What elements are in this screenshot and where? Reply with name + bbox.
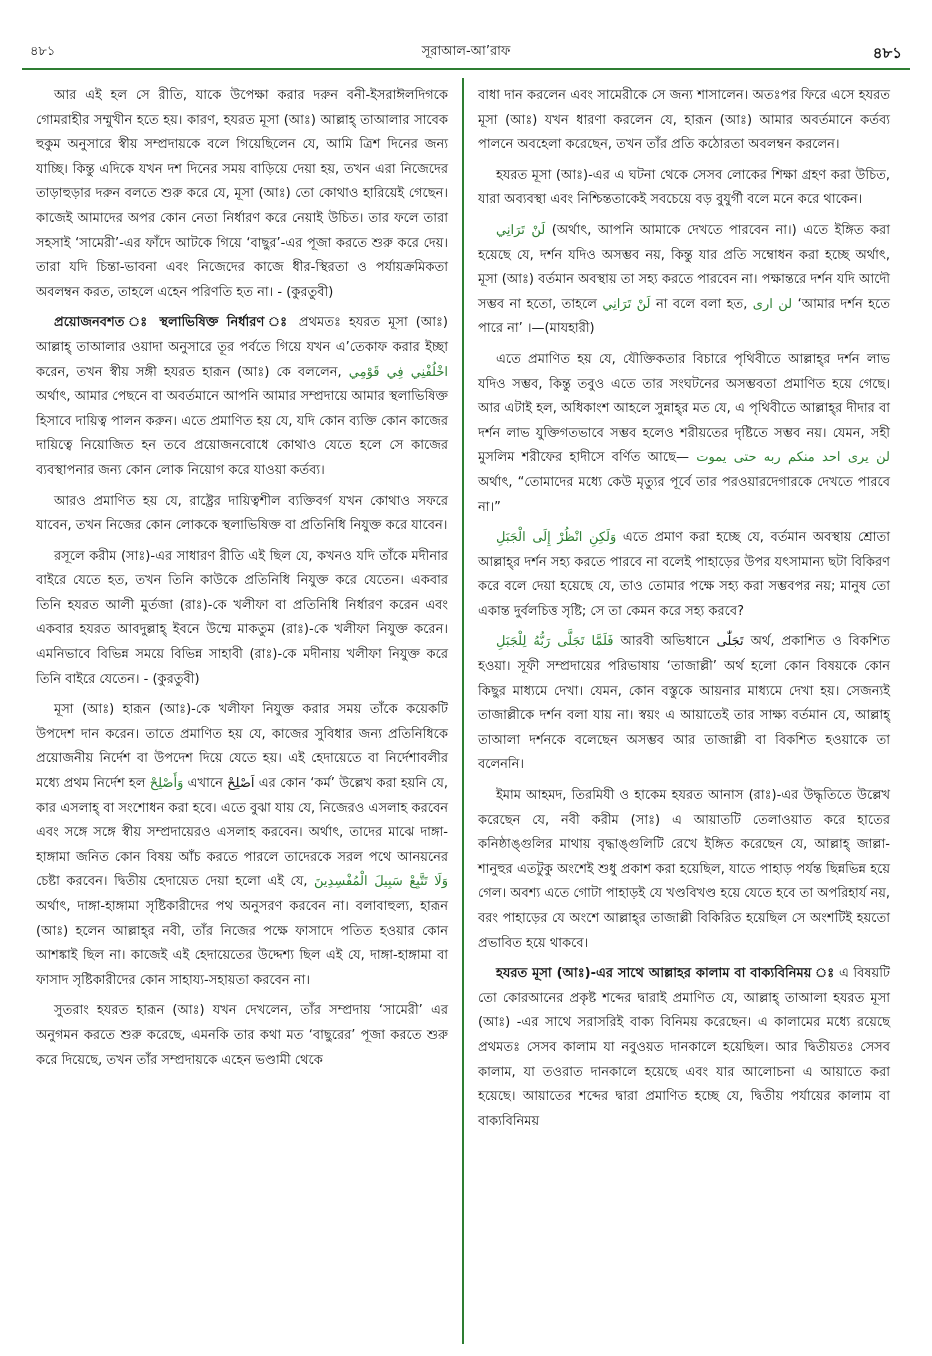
section-heading: প্রয়োজনবশত ঃ স্থলাভিষিক্ত নির্ধারণ ঃ [54, 315, 291, 331]
paragraph-text: ‘আমার দর্শন হতে পারে না’ ।—(মাযহারী) [478, 296, 890, 337]
arabic-quote: لن يرى احد منكم ربه حتى يموت [696, 450, 890, 466]
left-column [36, 84, 448, 1079]
page-header [22, 34, 910, 68]
paragraph-text: আর এই হল সে রীতি, যাকে উপেক্ষা করার দরুন বনী-ইসরাঈলদিগকে গোমরাহীর সম্মুখীন হতে হয়। কারণ, হযরত মূসা (আঃ) আল্লাহ্‌ তাআলার সাবেক হুকুম অনুসারে স্বীয় সম্প্রদায়কে বলে গিয়েছিলেন যে, আমি ত্রিশ দিনের জন্য যাচ্ছি। কিন্তু এদিকে যখন দশ দিনের সময় বাড়িয়ে দেয়া হয়, তখন এরা নিজেদের তাড়াহুড়ার দরুন বলতে শুরু করে যে, মূসা (আঃ) তো কোথাও হারিয়েই গেছেন। কাজেই আমাদের অপর কোন নেতা নির্ধারণ করে নেয়াই উচিত। তার ফলে তারা সহসাই ‘সামেরী’-এর ফাঁদে আটকে গিয়ে ‘বাছুর’-এর পূজা করতে শুরু করে দেয়। তারা যদি চিন্তা-ভাবনা এবং নিজেদের কাজে ধীর-স্থিরতা ও পর্যায়ক্রমিকতা অবলম্বন করত, তাহলে এহেন পরিণতি হত না। - (কুরতুবী) [36, 88, 448, 300]
section-heading: হযরত মূসা (আঃ)-এর সাথে আল্লাহর কালাম বা বাক্যবিনিময় ঃ [496, 966, 835, 982]
column-divider [462, 78, 464, 1344]
header-rule [22, 68, 910, 70]
paragraph [36, 999, 448, 1073]
arabic-quote: وَلَا تَتَّبِعْ سَبِيلَ الْمُفْسِدِينَ [314, 874, 448, 890]
paragraph-text: না বলে বলা হত, [655, 296, 748, 312]
surah-title: সূরাআল-আ’রাফ [421, 44, 511, 59]
paragraph-text: প্রথমতঃ হযরত মূসা (আঃ) আল্লাহ্‌ তাআলার ওয়াদা অনুসারে তূর পর্বতে গিয়ে যখন এ’তেকাফ করার ইচ্ছা করেন, তখন স্বীয় সঙ্গী হযরত হারূন (আঃ) কে বললেন, [36, 315, 448, 380]
paragraph-text: অর্থাৎ, দাঙ্গা-হাঙ্গামা সৃষ্টিকারীদের পথ অনুসরণ করবেন না। বলাবাহুল্য, হারূন (আঃ) হলেন আল্লাহ্‌র নবী, তাঁর নিজের পক্ষে ফাসাদে পতিত হওয়ার কোন আশঙ্কাই ছিল না। কাজেই এই হেদায়েতের উদ্দেশ্য ছিল এই যে, দাঙ্গা-হাঙ্গামা বা ফাসাদ সৃষ্টিকারীদের কোন সাহায্য-সহায়তা করবেন না। [36, 899, 448, 988]
paragraph-text: এতে প্রমাণিত হয় যে, যৌক্তিকতার বিচারে পৃথিবীতে আল্লাহ্‌র দর্শন লাভ যদিও সম্ভব, কিন্তু তবুও এতে তার সংঘটনের অসম্ভবতা প্রমাণিত হয়ে গেছে। আর এটাই হল, অধিকাংশ আহলে সুন্নাহ্‌র মত যে, এ পৃথিবীতে আল্লাহ্‌র দীদার বা দর্শন লাভ যুক্তিগতভাবে সম্ভব হলেও শরীয়তের দৃষ্টিতে সম্ভব নয়। যেমন, সহী মুসলিম শরীফের হাদীসে বর্ণিত আছে— [478, 351, 890, 466]
arabic-quote: اخْلُفْنِي فِي قَوْمِي [348, 364, 448, 380]
page-number-right: ৪৮১ [872, 44, 902, 62]
paragraph [478, 526, 890, 624]
paragraph [478, 348, 890, 520]
arabic-quote: لَنْ تَرَانِي [496, 222, 546, 238]
arabic-quote: وَأَصْلِحْ [149, 776, 184, 792]
arabic-quote: وَلَكِنِ انْظُرْ إِلَى الْجَبَلِ [496, 530, 617, 546]
paragraph-text: অর্থাৎ, “তোমাদের মধ্যে কেউ মৃত্যুর পূর্বে তার পরওয়ারদেগারকে দেখতে পারবে না।” [478, 474, 890, 515]
right-column [478, 84, 890, 1140]
paragraph [478, 84, 890, 158]
paragraph-text: বাধা দান করলেন এবং সামেরীকে সে জন্য শাসালেন। অতঃপর ফিরে এসে হযরত মূসা (আঃ) যখন ধারণা করলেন যে, হারূন (আঃ) আমার অবর্তমানে কর্তব্য পালনে অবহেলা করেছেন, তখন তাঁর প্রতি কঠোরতা অবলম্বন করলেন। [478, 88, 890, 153]
paragraph-text: রসূলে করীম (সাঃ)-এর সাধারণ রীতি এই ছিল যে, কখনও যদি তাঁকে মদীনার বাইরে যেতে হত, তখন তিনি কাউকে প্রতিনিধি নিযুক্ত করে যেতেন। একবার তিনি হযরত আলী মুর্তজা (রাঃ)-কে খলীফা বা প্রতিনিধি নির্ধারণ করেন এবং একবার হযরত আবদুল্লাহ্‌ ইবনে উম্মে মাকতুম (রাঃ)-কে খলীফা নিযুক্ত করেন। এমনিভাবে বিভিন্ন সময়ে বিভিন্ন সাহাবী (রাঃ)-কে মদীনায় খলীফা নিযুক্ত করে তিনি বাইরে যেতেন। - (কুরতুবী) [36, 548, 448, 687]
paragraph-text: হযরত মূসা (আঃ)-এর এ ঘটনা থেকে সেসব লোকের শিক্ষা গ্রহণ করা উচিত, যারা অব্যবস্থা এবং নিশ্চিন্ততাকেই সবচেয়ে বড় বুযুর্গী বলে মনে করে থাকেন। [478, 167, 890, 208]
paragraph [36, 545, 448, 693]
paragraph [478, 630, 890, 778]
paragraph-text: সুতরাং হযরত হারূন (আঃ) যখন দেখলেন, তাঁর সম্প্রদায় ‘সামেরী’ এর অনুগমন করতে শুরু করেছে, এমনকি তার কথা মত ‘বাছুরের’ পূজা করতে শুরু করে দিয়েছে, তখন তাঁর সম্প্রদায়কে এহেন ভণ্ডামী থেকে [36, 1003, 448, 1068]
paragraph-text: এখানে اَصْلِحْ এর কোন ‘কর্ম’ উল্লেখ করা হয়নি যে, কার এসলাহ্‌ বা সংশোধন করা হবে। এতে বুঝা যায় যে, নিজেরও এসলাহ করবেন এবং সঙ্গে সঙ্গে স্বীয় সম্প্রদায়েরও এসলাহ করবেন। অর্থাৎ, তাদের মাঝে দাঙ্গা-হাঙ্গামা জনিত কোন বিষয় আঁচ করতে পারলে তাদেরকে সরল পথে আনয়নের চেষ্টা করবেন। দ্বিতীয় হেদায়েত দেয়া হলো এই যে, [36, 776, 448, 890]
paragraph [478, 219, 890, 342]
paragraph-text: এতে প্রমাণ করা হচ্ছে যে, বর্তমান অবস্থায় শ্রোতা আল্লাহ্‌র দর্শন সহ্য করতে পারবে না বলেই পাহাড়ের উপর যৎসামান্য ছটা বিকিরণ করে বলে দেয়া হয়েছে যে, তাও তোমার পক্ষে সহ্য করা সম্ভবপর নয়; মানুষ তো একান্ত দুর্বলচিত্ত সৃষ্টি; সে তা কেমন করে সহ্য করবে? [478, 530, 890, 619]
paragraph [36, 311, 448, 483]
paragraph-text: অর্থাৎ, আমার পেছনে বা অবর্তমানে আপনি আমার সম্প্রদায়ে আমার স্থলাভিষিক্ত হিসাবে দায়িত্ব পালন করুন। এতে প্রমাণিত হয় যে, যদি কোন ব্যক্তি কোন কাজের দায়িত্বে নিয়োজিত হন তবে প্রয়োজনবোধে কোথাও যেতে হলে সে কাজের ব্যবস্থাপনার জন্য কোন লোক নিয়োগ করে যাওয়া কর্তব্য। [36, 389, 448, 478]
paragraph [478, 784, 890, 956]
paragraph-text: আরবী অভিধানে تَجَلّٰى অর্থ, প্রকাশিত ও বিকশিত হওয়া। সূফী সম্প্রদায়ের পরিভাষায় ‘তাজাল্লী’ অর্থ হলো কোন বিষয়কে কোন কিছুর মাধ্যমে দেখা। যেমন, কোন বস্তুকে আয়নার মাধ্যমে দেখা হয়। সেজন্যই তাজাল্লীকে দর্শন বলা যায় না। স্বয়ং এ আয়াতেই তার সাক্ষ্য বর্তমান যে, আল্লাহ্‌ তাআলা দর্শনকে বলেছেন অসম্ভব আর তাজাল্লী বা বিকশিত হওয়াকে তা বলেননি। [478, 634, 890, 773]
paragraph [36, 698, 448, 993]
paragraph-text: আরও প্রমাণিত হয় যে, রাষ্ট্রের দায়িত্বশীল ব্যক্তিবর্গ যখন কোথাও সফরে যাবেন, তখন নিজের কোন লোককে স্থলাভিষিক্ত বা প্রতিনিধি নিযুক্ত করে যাবেন। [36, 493, 448, 534]
paragraph-text: (অর্থাৎ, আপনি আমাকে দেখতে পারবেন না।) এতে ইঙ্গিত করা হয়েছে যে, দর্শন যদিও অসম্ভব নয়, কিন্তু যার প্রতি সম্বোধন করা হচ্ছে অর্থাৎ, মূসা (আঃ) বর্তমান অবস্থায় তা সহ্য করতে পারবেন না। পক্ষান্তরে দর্শন যদি আদৌ সম্ভব না হতো, তাহলে [478, 222, 890, 312]
paragraph-text: ইমাম আহমদ, তিরমিযী ও হাকেম হযরত আনাস (রাঃ)-এর উদ্ধৃতিতে উল্লেখ করেছেন যে, নবী করীম (সাঃ) এ আয়াতটি তেলাওয়াত করে হাতের কনিষ্ঠাঙ্গুলির মাথায় বৃদ্ধাঙ্গুলিটি রেখে ইঙ্গিত করেছেন যে, আল্লাহ্‌ জাল্লা-শানুহুর এতটুকু অংশেই শুধু প্রকাশ করা হয়েছিল, যাতে পাহাড় পর্যন্ত ছিন্নভিন্ন হয়ে গেল। অবশ্য এতে গোটা পাহাড়ই যে খণ্ডবিখণ্ড হয়ে যেতে হবে তা অপরিহার্য নয়, বরং পাহাড়ের যে অংশে আল্লাহ্‌র তাজাল্লী বিকিরিত হয়েছিল সে অংশটিই হয়তো প্রভাবিত হয়ে থাকবে। [478, 788, 890, 951]
paragraph [36, 84, 448, 305]
page-number-left: ৪৮১ [30, 44, 56, 59]
paragraph [478, 164, 890, 213]
paragraph [36, 490, 448, 539]
arabic-quote: لن ارى [752, 296, 793, 312]
paragraph-text: মূসা (আঃ) হারূন (আঃ)-কে খলীফা নিযুক্ত করার সময় তাঁকে কয়েকটি উপদেশ দান করেন। তাতে প্রমাণিত হয় যে, কাজের সুবিধার জন্য প্রতিনিধিকে প্রয়োজনীয় নির্দেশ বা উপদেশ দিয়ে যেতে হয়। এই হেদায়েতে বা নির্দেশাবলীর মধ্যে প্রথম নির্দেশ হল [36, 702, 448, 792]
arabic-quote: فَلَمَّا تَجَلَّى رَبُّهُ لِلْجَبَلِ [496, 634, 614, 650]
paragraph-text: এ বিষয়টি তো কোরআনের প্রকৃষ্ট শব্দের দ্বারাই প্রমাণিত যে, আল্লাহ্‌ তাআলা হযরত মূসা (আঃ) -এর সাথে সরাসরিই বাক্য বিনিময় করেছেন। এ কালামের মধ্যে রয়েছে প্রথমতঃ সেসব কালাম যা নবুওয়ত দানকালে হয়েছিল। আর দ্বিতীয়তঃ সেসব কালাম, যা তওরাত দানকালে হয়েছে এবং যার আলোচনা এ আয়াতে করা হয়েছে। আয়াতের শব্দের দ্বারা প্রমাণিত হচ্ছে যে, দ্বিতীয় পর্যায়ের কালাম বা বাক্যবিনিময় [478, 966, 890, 1129]
paragraph [478, 962, 890, 1134]
arabic-quote: لَنْ تَرَانِي [602, 296, 651, 312]
